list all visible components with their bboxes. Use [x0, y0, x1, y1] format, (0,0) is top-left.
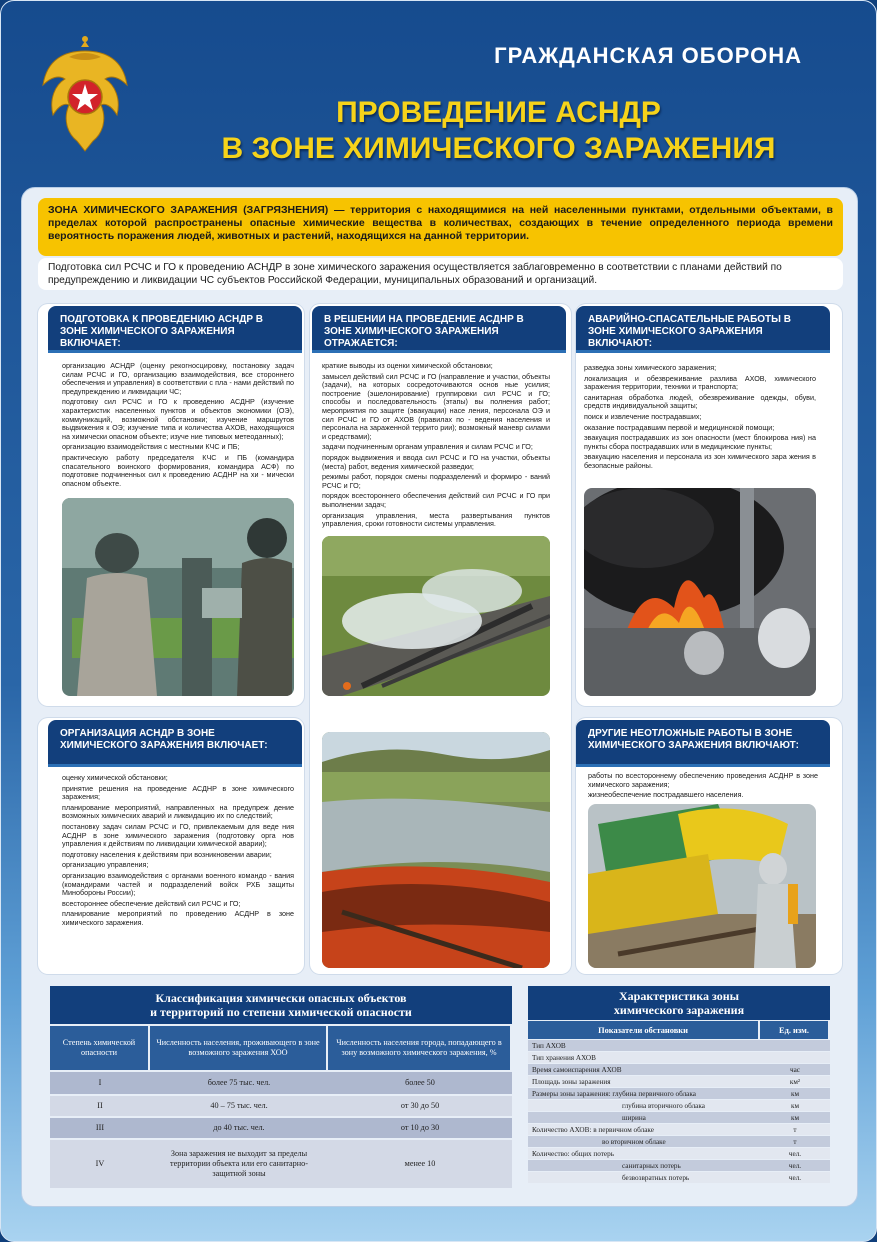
indicator-cell: во вторичном облаке	[602, 1137, 666, 1146]
emchs-emblem-icon	[39, 33, 131, 161]
table-row	[528, 1088, 830, 1099]
prep-heading: ПОДГОТОВКА К ПРОВЕДЕНИЮ АСНДР В ЗОНЕ ХИМИЧЕСКОГО ЗАРАЖЕНИЯ ВКЛЮЧАЕТ:	[48, 306, 302, 350]
column-header: Показатели обстановки	[528, 1021, 760, 1039]
list-item: оказание пострадавшим первой и медицинской помощи;	[584, 422, 775, 432]
table-row	[528, 1040, 830, 1051]
list-item: организация управления, места развертывания пунктов управления, сроки готовности системы управления.	[322, 510, 550, 529]
indicator-cell: Размеры зоны заражения: глубина первичного облака	[532, 1089, 696, 1098]
list-item: организацию взаимодействия с местными КЧС и ПБ;	[62, 442, 240, 452]
table-row	[528, 1148, 830, 1159]
rescue-heading: АВАРИЙНО-СПАСАТЕЛЬНЫЕ РАБОТЫ В ЗОНЕ ХИМИЧЕСКОГО ЗАРАЖЕНИЯ ВКЛЮЧАЮТ:	[576, 306, 830, 350]
classification-table-title	[50, 986, 512, 1024]
list-item: оценку химической обстановки;	[62, 773, 168, 782]
other-heading: ДРУГИЕ НЕОТЛОЖНЫЕ РАБОТЫ В ЗОНЕ ХИМИЧЕСКОГО ЗАРАЖЕНИЯ ВКЛЮЧАЮТ:	[576, 720, 830, 764]
decision-heading: В РЕШЕНИИ НА ПРОВЕДЕНИЕ АСДНР В ЗОНЕ ХИМИЧЕСКОГО ЗАРАЖЕНИЯ ОТРАЖАЕТСЯ:	[312, 306, 566, 350]
unit-cell: км	[790, 1089, 800, 1098]
photo-train-accident-spray	[322, 536, 550, 696]
unit-cell: км	[790, 1101, 800, 1110]
list-item: работы по всестороннему обеспечению проведения АСДНР в зоне химического заражения;	[588, 771, 818, 789]
rescue-list	[584, 364, 816, 473]
table-cell: II	[97, 1101, 103, 1110]
list-item: организацию взаимодействия с органами военного командо - вания (командирами частей и подразделений войск РХБ защиты Минобороны России);	[62, 870, 294, 898]
unit-cell: чел.	[788, 1149, 802, 1158]
other-list	[588, 772, 818, 802]
list-item: подготовку сил РСЧС и ГО к проведению АСДНР (изучение характеристик населенных пунктов и объектов экономики (ОЭ), коммуникаций, возможной обстановки; изучение маршрутов выдвижения к ОЭ; изучение типа и количества АХОВ, находящихся на химически опасном объекте; изуче ние типовых метеоданных);	[62, 397, 294, 441]
characteristics-title-line-2: химического заражения	[613, 1003, 745, 1017]
indicator-cell: Количество АХОВ: в первичном облаке	[532, 1125, 654, 1134]
table-row	[50, 1140, 512, 1188]
unit-cell: т	[793, 1137, 797, 1146]
page-title	[141, 95, 856, 167]
column-header: Численность населения города, попадающего в зону возможного химического заражения, %	[328, 1026, 512, 1070]
classification-table-panel	[50, 986, 512, 1186]
table-cell: Зона заражения не выходит за пределы территории объекта или его санитарно-защитной зоны	[170, 1149, 308, 1178]
indicator-cell: Время самоиспарения АХОВ	[532, 1065, 622, 1074]
title-line-2: В ЗОНЕ ХИМИЧЕСКОГО ЗАРАЖЕНИЯ	[221, 132, 776, 165]
column-header: Степень химической опасности	[50, 1026, 150, 1070]
unit-cell: чел.	[788, 1161, 802, 1170]
list-item: планирование мероприятий, направленных на предупреж дение возможных химических аварий и ликвидацию их по следствий;	[62, 802, 294, 821]
table-cell: I	[98, 1078, 102, 1087]
indicator-cell: Количество: общих потерь	[532, 1149, 614, 1158]
table-row	[528, 1052, 830, 1063]
table-row	[50, 1096, 512, 1116]
table-cell: от 10 до 30	[400, 1123, 440, 1132]
photo-hazmat-workers	[62, 498, 294, 696]
table-cell: менее 10	[404, 1159, 436, 1168]
table-row	[528, 1136, 830, 1147]
photo-tank-wagons	[588, 804, 816, 968]
header-topic: ГРАЖДАНСКАЯ ОБОРОНА	[494, 43, 802, 68]
classification-title-line-1: Классификация химически опасных объектов	[155, 991, 407, 1005]
column-header: Ед. изм.	[760, 1021, 830, 1039]
list-item: организацию АСНДР (оценку рекогносцировку, постановку задач силам РСЧС и ГО, организацию взаимодействия, все стороннего обеспечения и управления) в соответствии с пла - нами действий по предупреждению и ликвидации ЧС;	[62, 361, 294, 396]
photo-plant-fire	[584, 488, 816, 696]
table-row	[528, 1100, 830, 1111]
list-item: принятие решения на проведение АСДНР в зоне химического заражения;	[62, 783, 294, 802]
list-item: замысел действий сил РСЧС и ГО (направление и участки, объекты (задачи), на которых сосредоточиваются основ ные усилия; построение (эшелонирование) группировки сил РСЧС и ГО; способы и последовательность (этапы) вы полнения работ; мероприятия по защите (эвакуации) насе ления, персонала ОЭ и сил РСЧС и ГО от АХОВ (правилах по - ведения населения и персонала на зараженной террито рии); возможный маневр силами и средствами);	[322, 371, 550, 441]
indicator-cell: Тип хранения АХОВ	[532, 1053, 596, 1062]
table-cell: IV	[95, 1159, 105, 1168]
list-item: порядок выдвижения и ввода сил РСЧС и ГО на участки, объекты (места) работ, ведения химической разведки;	[322, 452, 550, 471]
table-row	[528, 1064, 830, 1075]
table-row	[528, 1160, 830, 1171]
unit-cell: час	[790, 1065, 800, 1074]
unit-cell: км²	[789, 1077, 801, 1086]
prep-list	[62, 362, 294, 490]
list-item: краткие выводы из оценки химической обстановки;	[322, 361, 493, 370]
indicator-cell: безвозвратных потерь	[622, 1173, 690, 1182]
list-item: планирование мероприятий по проведению АСДНР в зоне химического заражения.	[62, 909, 294, 927]
intro-text: Подготовка сил РСЧС и ГО к проведению АСНДР в зоне химического заражения осуществляется заблаговременно в соответствии с планами действий по предупреждению и ликвидации ЧС субъектов Российской Федерации, муниципальных образований и организаций.	[38, 258, 843, 290]
list-item: всестороннее обеспечение действий сил РСЧС и ГО;	[62, 898, 241, 908]
table-cell: более 75 тыс. чел.	[207, 1078, 271, 1087]
table-cell: от 30 до 50	[400, 1101, 440, 1110]
list-item: постановку задач силам РСЧС и ГО, привлекаемым для веде ния АСДНР в зоне химического заражения (подготовку орга нов управления к действиям по ликвидации химической аварии);	[62, 821, 294, 849]
classification-table	[50, 1024, 512, 1190]
indicator-cell: ширина	[622, 1113, 646, 1122]
indicator-cell: санитарных потерь	[622, 1161, 681, 1170]
table-row	[50, 1118, 512, 1138]
unit-cell	[760, 1040, 830, 1051]
indicator-cell: Площадь зоны заражения	[532, 1077, 611, 1086]
classification-title-line-2: и территорий по степени химической опасности	[150, 1005, 412, 1019]
table-cell: до 40 тыс. чел.	[213, 1123, 265, 1132]
unit-cell: чел.	[788, 1173, 802, 1182]
org-heading: ОРГАНИЗАЦИЯ АСНДР В ЗОНЕ ХИМИЧЕСКОГО ЗАРАЖЕНИЯ ВКЛЮЧАЕТ:	[48, 720, 302, 764]
photo-contaminated-river	[322, 732, 550, 968]
characteristics-title-line-1: Характеристика зоны	[619, 989, 739, 1003]
list-item: задачи подчиненным органам управления и силам РСЧС и ГО;	[322, 442, 533, 452]
list-item: санитарная обработка людей, обезвреживание одежды, обуви, средств индивидуальной защиты;	[584, 392, 816, 411]
unit-cell: т	[793, 1125, 797, 1134]
unit-cell: км	[790, 1113, 800, 1122]
list-item: эвакуацию населения и персонала из зон химического зара жения в безопасные районы.	[584, 452, 816, 470]
table-row	[528, 1112, 830, 1123]
table-cell: 40 – 75 тыс. чел.	[210, 1101, 268, 1110]
title-line-1: ПРОВЕДЕНИЕ АСНДР	[336, 96, 661, 129]
list-item: жизнеобеспечение пострадавшего населения.	[588, 790, 744, 800]
indicator-cell: Тип АХОВ	[532, 1041, 566, 1050]
unit-cell	[760, 1052, 830, 1063]
content-panel	[21, 187, 858, 1207]
table-row	[528, 1076, 830, 1087]
list-item: локализация и обезвреживание разлива АХОВ, химического заражения территории, техники и транспорта;	[584, 373, 816, 392]
list-item: практическую работу председателя КЧС и ПБ (командира спасательного воинского формирования, командира АСФ) по подготовке подчиненных сил к проведению АСДНР на хи - мически опасном объекте.	[62, 452, 294, 488]
table-row	[50, 1072, 512, 1094]
list-item: эвакуация пострадавших из зон опасности (мест блокирова ния) на пункты сбора пострадавших или в медицинские пункты;	[584, 433, 816, 451]
table-cell: III	[95, 1123, 105, 1132]
list-item: порядок всестороннего обеспечения действий сил РСЧС и ГО при выполнении задач;	[322, 491, 550, 509]
list-item: организацию управления;	[62, 860, 149, 870]
org-list	[62, 774, 294, 930]
indicator-cell: глубина вторичного облака	[622, 1101, 705, 1110]
characteristics-table	[528, 1020, 830, 1184]
definition-box: ЗОНА ХИМИЧЕСКОГО ЗАРАЖЕНИЯ (ЗАГРЯЗНЕНИЯ) — территория с находящимися на ней населенными пунктами, отдельными объектами, в пределах которой распространены опасные химические вещества в количествах, создающих в течение определенного периода времени вероятность поражения людей, животных и растений, находящихся на данной территории.	[38, 198, 843, 256]
list-item: режимы работ, порядок смены подразделений и формиро - ваний РСЧС и ГО;	[322, 472, 550, 490]
list-item: поиск и извлечение пострадавших;	[584, 411, 702, 421]
table-cell: более 50	[405, 1078, 435, 1087]
list-item: подготовку населения к действиям при возникновении аварии;	[62, 849, 272, 859]
list-item: разведка зоны химического заражения;	[584, 363, 717, 372]
characteristics-table-title	[528, 986, 830, 1020]
characteristics-table-panel	[528, 986, 830, 1186]
decision-list	[322, 362, 550, 531]
table-row	[528, 1172, 830, 1183]
table-row	[528, 1124, 830, 1135]
column-header: Численность населения, проживающего в зоне возможного заражения ХОО	[150, 1026, 328, 1070]
